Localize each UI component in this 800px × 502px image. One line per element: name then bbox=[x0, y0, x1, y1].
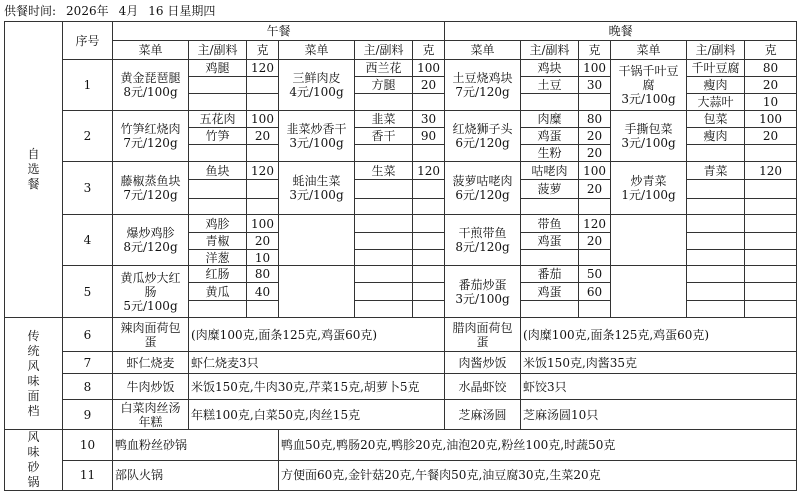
dish-cell bbox=[611, 111, 687, 162]
dish-cell bbox=[445, 162, 521, 215]
dish-price: 7元/120g bbox=[123, 136, 178, 150]
ingredient-gram: 20 bbox=[579, 233, 611, 250]
empty-gram-cell bbox=[247, 94, 279, 111]
dish-name: 手撕包菜 bbox=[624, 122, 673, 136]
col-header-lunch: 午餐 bbox=[113, 22, 445, 41]
ingredient-gram: 20 bbox=[579, 128, 611, 145]
empty-gram-cell bbox=[413, 233, 445, 250]
empty-ingredient-cell bbox=[521, 94, 579, 111]
dish-name: 红烧狮子头 bbox=[452, 122, 513, 136]
empty-dish-cell bbox=[611, 266, 687, 318]
ingredient-name: 西兰花 bbox=[355, 60, 413, 77]
empty-ingredient-cell bbox=[687, 145, 745, 162]
ingredient-gram: 60 bbox=[579, 283, 611, 301]
col-header-dish: 菜单 bbox=[113, 41, 189, 60]
col-header-dinner: 晚餐 bbox=[445, 22, 797, 41]
ingredient-gram: 20 bbox=[247, 233, 279, 250]
section-traditional bbox=[5, 318, 63, 430]
empty-gram-cell bbox=[413, 145, 445, 162]
ingredient-name: 黄瓜 bbox=[189, 283, 247, 301]
col-header-ingredient: 主/副料 bbox=[521, 41, 579, 60]
dish-name: 干锅千叶豆腐 bbox=[618, 64, 679, 92]
noodle-dinner-name: 水晶虾饺 bbox=[445, 374, 521, 400]
noodle-lunch-desc: 年糕100克,白菜50克,肉丝15克 bbox=[189, 400, 445, 430]
claypot-desc: 鸭血50克,鸭肠20克,鸭胗20克,油泡20克,粉丝100克,时蔬50克 bbox=[279, 430, 797, 461]
ingredient-gram: 100 bbox=[247, 215, 279, 233]
ingredient-name: 鸡蛋 bbox=[521, 128, 579, 145]
empty-dish-cell bbox=[279, 215, 355, 266]
noodle-dinner-desc: 芝麻汤圆10只 bbox=[521, 400, 797, 430]
dish-cell bbox=[113, 162, 189, 215]
ingredient-gram: 80 bbox=[579, 111, 611, 128]
empty-gram-cell bbox=[247, 301, 279, 318]
ingredient-name: 菠萝 bbox=[521, 180, 579, 199]
dish-cell bbox=[279, 60, 355, 111]
ingredient-gram: 30 bbox=[579, 77, 611, 94]
ingredient-name: 鸡蛋 bbox=[521, 233, 579, 250]
empty-ingredient-cell bbox=[355, 215, 413, 233]
noodle-dinner-name: 芝麻汤圆 bbox=[445, 400, 521, 430]
ingredient-name: 洋葱 bbox=[189, 250, 247, 266]
row-seq: 8 bbox=[63, 374, 113, 400]
ingredient-name: 鸡胗 bbox=[189, 215, 247, 233]
empty-gram-cell bbox=[247, 77, 279, 94]
noodle-lunch-desc: 米饭150克,牛肉30克,芹菜15克,胡萝卜5克 bbox=[189, 374, 445, 400]
empty-ingredient-cell bbox=[521, 301, 579, 318]
col-header-seq: 序号 bbox=[63, 22, 113, 60]
empty-ingredient-cell bbox=[189, 77, 247, 94]
claypot-name: 鸭血粉丝砂锅 bbox=[113, 430, 279, 461]
col-header-gram: 克 bbox=[247, 41, 279, 60]
dish-name: 藤椒蒸鱼块 bbox=[120, 174, 181, 188]
dish-cell bbox=[113, 215, 189, 266]
ingredient-gram: 80 bbox=[247, 266, 279, 283]
noodle-lunch-desc: 虾仁烧麦3只 bbox=[189, 352, 445, 374]
empty-gram-cell bbox=[413, 301, 445, 318]
ingredient-gram: 100 bbox=[579, 60, 611, 77]
dish-name: 黄瓜炒大红肠 bbox=[120, 270, 181, 299]
row-seq: 1 bbox=[63, 60, 113, 111]
empty-ingredient-cell bbox=[687, 233, 745, 250]
empty-gram-cell bbox=[247, 199, 279, 215]
empty-gram-cell bbox=[745, 199, 797, 215]
section-claypot-label: 风味砂锅 bbox=[27, 430, 40, 489]
empty-ingredient-cell bbox=[189, 199, 247, 215]
dish-cell bbox=[445, 60, 521, 111]
noodle-lunch-desc: (肉糜100克,面条125克,鸡蛋60克) bbox=[189, 318, 445, 352]
col-header-dish: 菜单 bbox=[279, 41, 355, 60]
col-header-dish: 菜单 bbox=[445, 41, 521, 60]
empty-gram-cell bbox=[745, 145, 797, 162]
empty-gram-cell bbox=[579, 94, 611, 111]
menu-table bbox=[4, 21, 797, 491]
empty-gram-cell bbox=[745, 250, 797, 266]
ingredient-name: 生粉 bbox=[521, 145, 579, 162]
dish-price: 8元/120g bbox=[455, 240, 510, 254]
serving-date-header bbox=[4, 3, 215, 19]
ingredient-name: 鱼块 bbox=[189, 162, 247, 180]
empty-gram-cell bbox=[745, 283, 797, 301]
noodle-lunch-name: 虾仁烧麦 bbox=[113, 352, 189, 374]
empty-ingredient-cell bbox=[687, 215, 745, 233]
ingredient-name: 大蒜叶 bbox=[687, 94, 745, 111]
empty-gram-cell bbox=[579, 301, 611, 318]
row-seq: 11 bbox=[63, 460, 113, 491]
weekday: 星期四 bbox=[179, 4, 216, 18]
serving-time-label: 供餐时间: bbox=[4, 4, 57, 18]
dish-name: 三鲜肉皮 bbox=[292, 71, 341, 85]
empty-ingredient-cell bbox=[355, 145, 413, 162]
dish-name: 蚝油生菜 bbox=[292, 174, 341, 188]
empty-gram-cell bbox=[413, 283, 445, 301]
ingredient-gram: 100 bbox=[579, 162, 611, 180]
ingredient-name: 包菜 bbox=[687, 111, 745, 128]
ingredient-name: 瘦肉 bbox=[687, 128, 745, 145]
empty-ingredient-cell bbox=[355, 233, 413, 250]
section-self-label: 自选餐 bbox=[27, 147, 40, 191]
empty-ingredient-cell bbox=[355, 250, 413, 266]
empty-gram-cell bbox=[745, 215, 797, 233]
dish-cell bbox=[445, 266, 521, 318]
ingredient-gram: 40 bbox=[247, 283, 279, 301]
empty-gram-cell bbox=[745, 301, 797, 318]
empty-gram-cell bbox=[579, 199, 611, 215]
ingredient-gram: 100 bbox=[745, 111, 797, 128]
ingredient-name: 红肠 bbox=[189, 266, 247, 283]
dish-name: 番茄炒蛋 bbox=[458, 277, 507, 292]
empty-ingredient-cell bbox=[355, 94, 413, 111]
noodle-dinner-name: 肉酱炒饭 bbox=[445, 352, 521, 374]
noodle-dinner-desc: 米饭150克,肉酱35克 bbox=[521, 352, 797, 374]
col-header-gram: 克 bbox=[579, 41, 611, 60]
dish-price: 5元/100g bbox=[123, 298, 178, 313]
empty-ingredient-cell bbox=[687, 266, 745, 283]
empty-gram-cell bbox=[745, 180, 797, 199]
dish-price: 3元/100g bbox=[289, 136, 344, 150]
col-header-ingredient: 主/副料 bbox=[687, 41, 745, 60]
empty-ingredient-cell bbox=[189, 145, 247, 162]
dish-cell bbox=[611, 162, 687, 215]
section-self-service bbox=[5, 22, 63, 318]
dish-name: 黄金琵琶腿 bbox=[120, 71, 181, 85]
dish-cell bbox=[113, 266, 189, 318]
dish-cell bbox=[279, 111, 355, 162]
dish-price: 4元/100g bbox=[289, 85, 344, 99]
col-header-gram: 克 bbox=[745, 41, 797, 60]
ingredient-name: 番茄 bbox=[521, 266, 579, 283]
empty-ingredient-cell bbox=[521, 250, 579, 266]
dish-name: 竹笋红烧肉 bbox=[120, 122, 181, 136]
noodle-dinner-desc: 虾饺3只 bbox=[521, 374, 797, 400]
ingredient-name: 鸡蛋 bbox=[521, 283, 579, 301]
ingredient-gram: 20 bbox=[413, 77, 445, 94]
row-seq: 6 bbox=[63, 318, 113, 352]
empty-gram-cell bbox=[413, 199, 445, 215]
empty-dish-cell bbox=[279, 266, 355, 318]
empty-gram-cell bbox=[413, 250, 445, 266]
col-header-dish: 菜单 bbox=[611, 41, 687, 60]
ingredient-gram: 20 bbox=[579, 180, 611, 199]
dish-price: 7元/120g bbox=[455, 85, 510, 99]
dish-cell bbox=[445, 111, 521, 162]
ingredient-gram: 100 bbox=[247, 111, 279, 128]
empty-ingredient-cell bbox=[355, 283, 413, 301]
ingredient-name: 方腿 bbox=[355, 77, 413, 94]
empty-ingredient-cell bbox=[355, 199, 413, 215]
empty-gram-cell bbox=[247, 145, 279, 162]
ingredient-name: 千叶豆腐 bbox=[687, 60, 745, 77]
dish-price: 8元/120g bbox=[123, 240, 178, 254]
empty-ingredient-cell bbox=[189, 94, 247, 111]
noodle-lunch-name: 牛肉炒饭 bbox=[113, 374, 189, 400]
dish-cell bbox=[279, 162, 355, 215]
ingredient-gram: 20 bbox=[745, 77, 797, 94]
ingredient-gram: 50 bbox=[579, 266, 611, 283]
noodle-lunch-name: 白菜肉丝汤年糕 bbox=[113, 400, 189, 430]
dish-price: 3元/100g bbox=[621, 92, 676, 106]
ingredient-name: 土豆 bbox=[521, 77, 579, 94]
row-seq: 3 bbox=[63, 162, 113, 215]
dish-cell bbox=[611, 60, 687, 111]
dish-cell bbox=[445, 215, 521, 266]
col-header-ingredient: 主/副料 bbox=[189, 41, 247, 60]
ingredient-name: 香干 bbox=[355, 128, 413, 145]
ingredient-name: 鸡块 bbox=[521, 60, 579, 77]
ingredient-gram: 20 bbox=[579, 145, 611, 162]
empty-ingredient-cell bbox=[687, 199, 745, 215]
ingredient-gram: 120 bbox=[579, 215, 611, 233]
ingredient-gram: 10 bbox=[247, 250, 279, 266]
empty-gram-cell bbox=[413, 215, 445, 233]
noodle-lunch-name: 辣肉面荷包蛋 bbox=[113, 318, 189, 352]
empty-ingredient-cell bbox=[189, 301, 247, 318]
empty-ingredient-cell bbox=[521, 199, 579, 215]
col-header-gram: 克 bbox=[413, 41, 445, 60]
section-claypot bbox=[5, 430, 63, 491]
claypot-desc: 方便面60克,金针菇20克,午餐肉50克,油豆腐30克,生菜20克 bbox=[279, 460, 797, 491]
day: 16 日 bbox=[148, 4, 180, 18]
col-header-ingredient: 主/副料 bbox=[355, 41, 413, 60]
ingredient-gram: 80 bbox=[745, 60, 797, 77]
ingredient-name: 咕咾肉 bbox=[521, 162, 579, 180]
empty-ingredient-cell bbox=[687, 283, 745, 301]
dish-price: 3元/100g bbox=[289, 188, 344, 202]
ingredient-name: 生菜 bbox=[355, 162, 413, 180]
dish-price: 3元/100g bbox=[455, 291, 510, 306]
year: 2026年 bbox=[66, 4, 109, 18]
empty-ingredient-cell bbox=[355, 301, 413, 318]
ingredient-gram: 120 bbox=[413, 162, 445, 180]
row-seq: 4 bbox=[63, 215, 113, 266]
empty-dish-cell bbox=[611, 215, 687, 266]
ingredient-name: 鸡腿 bbox=[189, 60, 247, 77]
ingredient-gram: 30 bbox=[413, 111, 445, 128]
dish-price: 6元/120g bbox=[455, 188, 510, 202]
row-seq: 9 bbox=[63, 400, 113, 430]
ingredient-name: 青菜 bbox=[687, 162, 745, 180]
ingredient-name: 带鱼 bbox=[521, 215, 579, 233]
section-traditional-label: 传统风味面档 bbox=[27, 328, 40, 418]
empty-gram-cell bbox=[413, 180, 445, 199]
ingredient-gram: 20 bbox=[745, 128, 797, 145]
ingredient-gram: 20 bbox=[247, 128, 279, 145]
month: 4月 bbox=[118, 4, 139, 18]
empty-gram-cell bbox=[579, 250, 611, 266]
empty-ingredient-cell bbox=[189, 180, 247, 199]
ingredient-name: 五花肉 bbox=[189, 111, 247, 128]
ingredient-name: 竹笋 bbox=[189, 128, 247, 145]
dish-name: 干煎带鱼 bbox=[458, 226, 507, 240]
empty-ingredient-cell bbox=[355, 266, 413, 283]
ingredient-gram: 10 bbox=[745, 94, 797, 111]
ingredient-gram: 120 bbox=[745, 162, 797, 180]
dish-name: 韭菜炒香干 bbox=[286, 122, 347, 136]
ingredient-gram: 90 bbox=[413, 128, 445, 145]
empty-gram-cell bbox=[247, 180, 279, 199]
empty-ingredient-cell bbox=[687, 301, 745, 318]
dish-cell bbox=[113, 111, 189, 162]
empty-gram-cell bbox=[745, 233, 797, 250]
dish-price: 1元/100g bbox=[621, 188, 676, 202]
dish-price: 8元/100g bbox=[123, 85, 178, 99]
claypot-name: 部队火锅 bbox=[113, 460, 279, 491]
empty-ingredient-cell bbox=[687, 180, 745, 199]
ingredient-name: 瘦肉 bbox=[687, 77, 745, 94]
dish-price: 6元/120g bbox=[455, 136, 510, 150]
ingredient-gram: 120 bbox=[247, 60, 279, 77]
row-seq: 5 bbox=[63, 266, 113, 318]
dish-name: 菠萝咕咾肉 bbox=[452, 174, 513, 188]
ingredient-name: 肉糜 bbox=[521, 111, 579, 128]
ingredient-gram: 100 bbox=[413, 60, 445, 77]
dish-price: 3元/100g bbox=[621, 136, 676, 150]
noodle-dinner-desc: (肉糜100克,面条125克,鸡蛋60克) bbox=[521, 318, 797, 352]
ingredient-name: 青椒 bbox=[189, 233, 247, 250]
row-seq: 2 bbox=[63, 111, 113, 162]
empty-gram-cell bbox=[413, 94, 445, 111]
noodle-dinner-name: 腊肉面荷包蛋 bbox=[445, 318, 521, 352]
ingredient-name: 韭菜 bbox=[355, 111, 413, 128]
row-seq: 7 bbox=[63, 352, 113, 374]
dish-name: 土豆烧鸡块 bbox=[452, 71, 513, 85]
dish-cell bbox=[113, 60, 189, 111]
dish-name: 爆炒鸡胗 bbox=[126, 226, 175, 240]
empty-gram-cell bbox=[745, 266, 797, 283]
ingredient-gram: 120 bbox=[247, 162, 279, 180]
dish-name: 炒青菜 bbox=[630, 174, 667, 188]
empty-gram-cell bbox=[413, 266, 445, 283]
row-seq: 10 bbox=[63, 430, 113, 461]
dish-price: 7元/120g bbox=[123, 188, 178, 202]
empty-ingredient-cell bbox=[355, 180, 413, 199]
empty-ingredient-cell bbox=[687, 250, 745, 266]
